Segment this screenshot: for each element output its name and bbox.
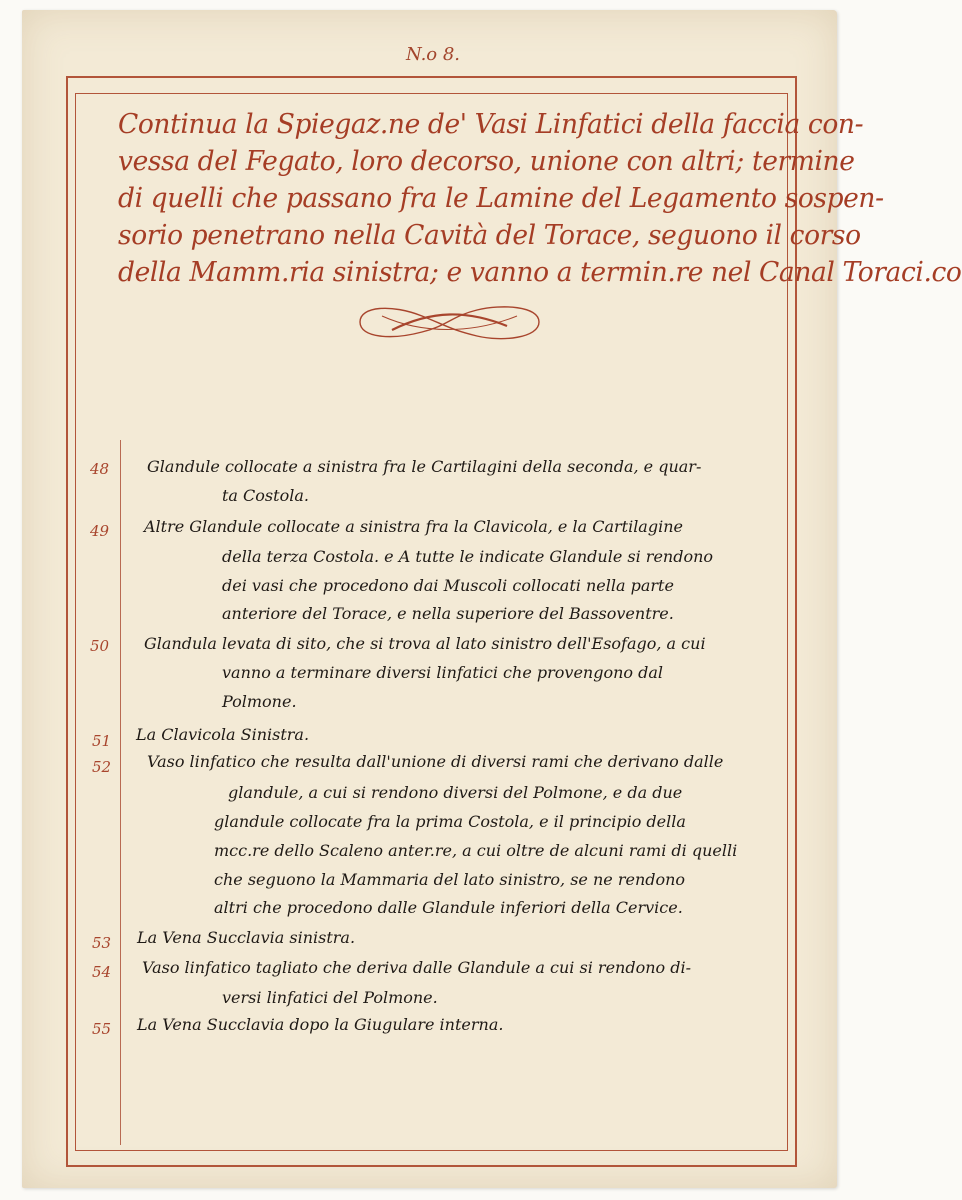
entry-number: 49 (90, 522, 110, 540)
entry-line: Polmone. (222, 692, 297, 711)
entry-line: glandule, a cui si rendono diversi del Polmone, e da due (228, 783, 683, 802)
entry-line: anteriore del Torace, e nella superiore del Bassoventre. (222, 604, 674, 623)
title-line: di quelli che passano fra le Lamine del Legamento sospen- (118, 183, 884, 214)
entry-line: Altre Glandule collocate a sinistra fra la Clavicola, e la Cartilagine (144, 517, 683, 536)
entry-line: altri che procedono dalle Glandule inferiori della Cervice. (214, 898, 683, 917)
entry-line: dei vasi che procedono dai Muscoli collocati nella parte (222, 576, 674, 595)
title-line: sorio penetrano nella Cavità del Torace, seguono il corso (118, 220, 861, 251)
entry-number: 53 (92, 934, 112, 952)
page-title (118, 106, 962, 291)
entry-line: vanno a terminare diversi linfatici che provengono dal (222, 663, 664, 682)
entry-number: 52 (92, 758, 112, 776)
entry-number: 51 (92, 732, 112, 750)
entry-line: ta Costola. (222, 486, 309, 505)
title-line: vessa del Fegato, loro decorso, unione con altri; termine (118, 146, 855, 177)
entry-line: che seguono la Mammaria del lato sinistro, se ne rendono (214, 870, 686, 889)
entry-line: La Vena Succlavia dopo la Giugulare interna. (137, 1015, 504, 1034)
calligraphic-flourish-ornament (352, 296, 547, 348)
entry-line: glandule collocate fra la prima Costola, e il principio della (214, 812, 686, 831)
entry-number: 55 (92, 1020, 112, 1038)
entry-number: 48 (90, 460, 110, 478)
entry-line: La Vena Succlavia sinistra. (137, 928, 356, 947)
title-line: della Mamm.ria sinistra; e vanno a termin.re nel Canal Toraci.co (118, 257, 962, 288)
entry-line: Glandula levata di sito, che si trova al lato sinistro dell'Esofago, a cui (144, 634, 706, 653)
entry-number: 54 (92, 963, 112, 981)
entry-line: della terza Costola. e A tutte le indicate Glandule si rendono (222, 547, 714, 566)
entry-line: mcc.re dello Scaleno anter.re, a cui oltre de alcuni rami di quelli (214, 841, 738, 860)
page-number: N.o 8. (405, 44, 461, 65)
entry-line: versi linfatici del Polmone. (222, 988, 438, 1007)
margin-rule (120, 440, 121, 1145)
entry-line: Vaso linfatico che resulta dall'unione di diversi rami che derivano dalle (147, 752, 724, 771)
title-line: Continua la Spiegaz.ne de' Vasi Linfatici della faccia con- (118, 109, 864, 140)
entry-line: Vaso linfatico tagliato che deriva dalle Glandule a cui si rendono di- (142, 958, 691, 977)
entry-number: 50 (90, 637, 110, 655)
entry-line: Glandule collocate a sinistra fra le Cartilagini della seconda, e quar- (147, 457, 702, 476)
entry-line: La Clavicola Sinistra. (136, 725, 310, 744)
